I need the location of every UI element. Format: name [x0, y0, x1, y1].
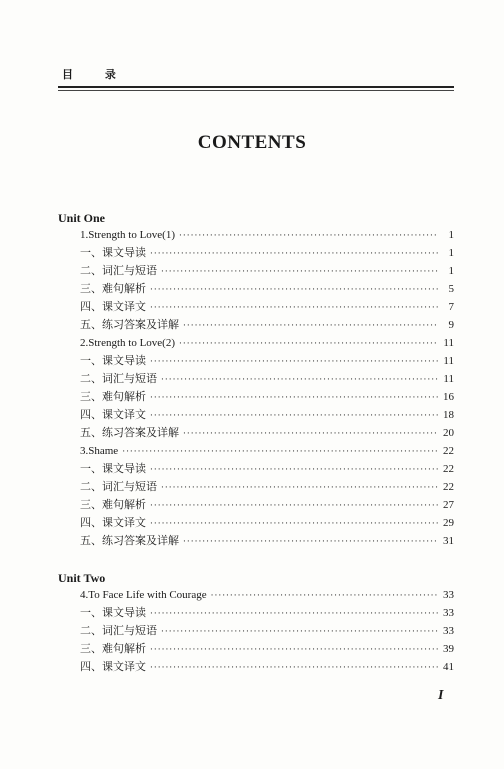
toc-entry-page: 11	[443, 355, 454, 367]
header-rule-thick	[58, 86, 454, 88]
toc-entry-page: 1	[448, 265, 454, 277]
toc-entry-label: 1.Strength to Love(1)	[80, 229, 176, 241]
toc-entry-page: 39	[443, 643, 454, 655]
toc-entry	[58, 244, 454, 262]
page-title: CONTENTS	[197, 132, 307, 153]
toc-entry-page: 5	[448, 283, 454, 295]
toc-entry	[58, 352, 454, 370]
toc-entry-page: 22	[443, 445, 454, 457]
toc-entry-page: 1	[448, 247, 454, 259]
running-header: 目 录	[62, 68, 130, 81]
toc-entry	[58, 280, 454, 298]
dot-leader	[150, 389, 438, 407]
toc-entry	[58, 370, 454, 388]
dot-leader	[150, 641, 438, 659]
toc-entry	[58, 424, 454, 442]
toc-entry-label: 二、词汇与短语	[80, 624, 157, 637]
toc-entry-page: 20	[443, 427, 454, 439]
dot-leader	[150, 407, 438, 425]
dot-leader	[161, 371, 438, 389]
page-number: I	[438, 688, 444, 703]
toc-entry-page: 29	[443, 517, 454, 529]
toc-entry-label: 五、练习答案及详解	[80, 426, 179, 439]
dot-leader	[150, 461, 438, 479]
toc-entry-label: 二、词汇与短语	[80, 264, 157, 277]
toc-entry-label: 三、难句解析	[80, 642, 146, 655]
dot-leader	[161, 263, 438, 281]
dot-leader	[179, 335, 438, 353]
dot-leader	[179, 227, 438, 245]
toc-entry	[58, 640, 454, 658]
toc-entry-label: 三、难句解析	[80, 498, 146, 511]
toc-entry-label: 二、词汇与短语	[80, 372, 157, 385]
toc-entry	[58, 460, 454, 478]
dot-leader	[150, 299, 438, 317]
toc-entry-label: 四、课文译文	[80, 660, 146, 673]
toc-entry-page: 31	[443, 535, 454, 547]
toc-entry	[58, 226, 454, 244]
dot-leader	[150, 659, 438, 677]
toc-entry-label: 五、练习答案及详解	[80, 318, 179, 331]
unit-heading: Unit Two	[58, 571, 106, 585]
toc-entry-page: 41	[443, 661, 454, 673]
toc-entry-label: 一、课文导读	[80, 354, 146, 367]
toc-entry	[58, 604, 454, 622]
toc-entry-label: 4.To Face Life with Courage	[80, 589, 207, 601]
toc-entry-page: 27	[443, 499, 454, 511]
toc-entry	[58, 586, 454, 604]
toc-entry	[58, 622, 454, 640]
toc-entry	[58, 316, 454, 334]
dot-leader	[150, 605, 438, 623]
toc-entry-page: 16	[443, 391, 454, 403]
toc-entry-label: 四、课文译文	[80, 300, 146, 313]
toc-entry	[58, 406, 454, 424]
toc-entry-label: 2.Strength to Love(2)	[80, 337, 176, 349]
toc-entry	[58, 442, 454, 460]
dot-leader	[183, 317, 438, 335]
toc-entry	[58, 298, 454, 316]
toc-entry-page: 7	[448, 301, 454, 313]
dot-leader	[161, 479, 438, 497]
toc-entry-label: 一、课文导读	[80, 606, 146, 619]
dot-leader	[122, 443, 438, 461]
dot-leader	[150, 353, 438, 371]
dot-leader	[183, 425, 438, 443]
toc-entry	[58, 262, 454, 280]
toc-entry	[58, 388, 454, 406]
toc-entry-label: 一、课文导读	[80, 462, 146, 475]
toc-entry	[58, 478, 454, 496]
toc-entry-page: 33	[443, 607, 454, 619]
toc-entry-label: 三、难句解析	[80, 282, 146, 295]
dot-leader	[183, 533, 438, 551]
toc-entry-label: 四、课文译文	[80, 516, 146, 529]
toc-entry	[58, 532, 454, 550]
toc-entry-label: 四、课文译文	[80, 408, 146, 421]
toc-entry-page: 11	[443, 373, 454, 385]
toc-entry-label: 3.Shame	[80, 445, 119, 457]
toc-entry-page: 33	[443, 625, 454, 637]
table-of-contents	[58, 210, 454, 676]
dot-leader	[150, 245, 438, 263]
dot-leader	[150, 281, 438, 299]
toc-entry	[58, 514, 454, 532]
toc-entry-page: 33	[443, 589, 454, 601]
toc-entry	[58, 496, 454, 514]
toc-entry-page: 9	[448, 319, 454, 331]
toc-entry-page: 1	[448, 229, 454, 241]
toc-entry-page: 22	[443, 463, 454, 475]
header-rule-thin	[58, 90, 454, 91]
toc-entry-label: 三、难句解析	[80, 390, 146, 403]
toc-entry-page: 18	[443, 409, 454, 421]
dot-leader	[211, 587, 438, 605]
toc-entry-page: 22	[443, 481, 454, 493]
dot-leader	[150, 497, 438, 515]
toc-entry-page: 11	[443, 337, 454, 349]
dot-leader	[161, 623, 438, 641]
toc-entry	[58, 658, 454, 676]
dot-leader	[150, 515, 438, 533]
unit-heading: Unit One	[58, 211, 106, 225]
toc-entry-label: 一、课文导读	[80, 246, 146, 259]
toc-entry-label: 五、练习答案及详解	[80, 534, 179, 547]
toc-entry	[58, 334, 454, 352]
toc-entry-label: 二、词汇与短语	[80, 480, 157, 493]
